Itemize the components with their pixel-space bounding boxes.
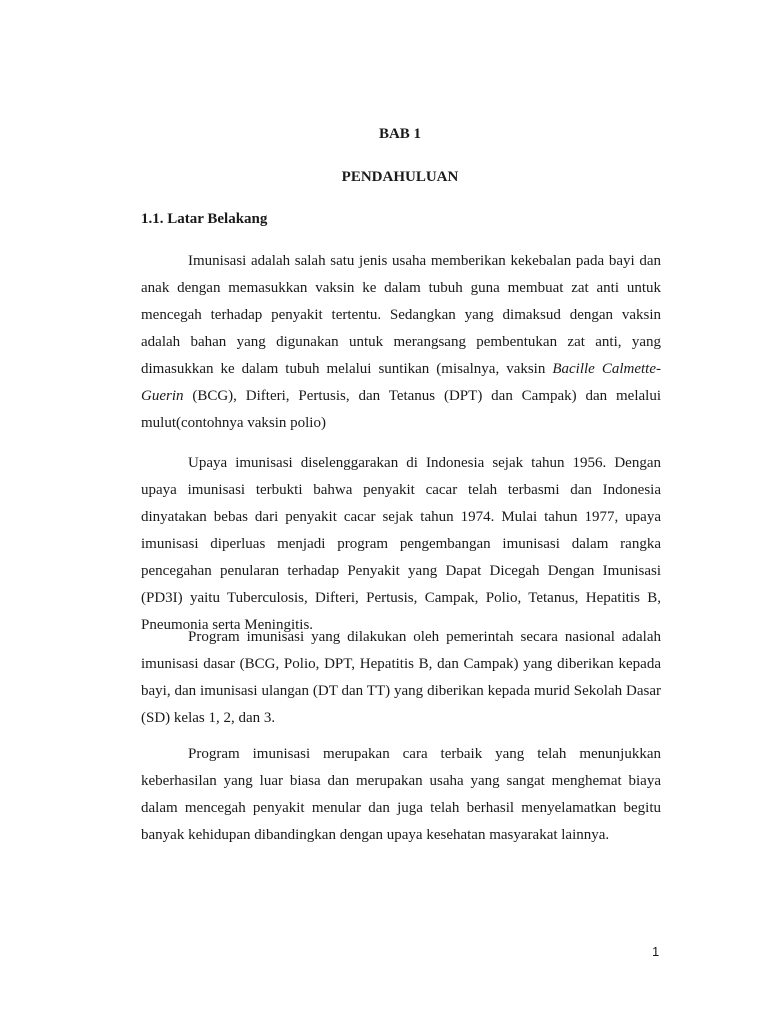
section-heading: 1.1. Latar Belakang	[141, 211, 268, 227]
paragraph-1	[141, 248, 661, 437]
paragraph-2-text: Upaya imunisasi diselenggarakan di Indonesia sejak tahun 1956. Dengan upaya imunisasi terbukti bahwa penyakit cacar telah terbasmi dan Indonesia dinyatakan bebas dari penyakit cacar sejak tahun 1974. Mulai tahun 1977, upaya imunisasi diperluas menjadi program pengembangan imunisasi dalam rangka pencegahan penularan terhadap Penyakit yang Dapat Dicegah Dengan Imunisasi (PD3I) yaitu Tuberculosis, Difteri, Pertusis, Campak, Polio, Tetanus, Hepatitis B, Pneumonia serta Meningitis.	[141, 455, 661, 633]
chapter-title: PENDAHULUAN	[341, 169, 459, 185]
paragraph-1-text-start: Imunisasi adalah salah satu jenis usaha memberikan kekebalan pada bayi dan anak dengan memasukkan vaksin ke dalam tubuh guna membuat zat anti untuk mencegah terhadap penyakit tertentu. Sedangkan yang dimaksud dengan vaksin adalah bahan yang digunakan untuk merangsang pembentukan zat anti, yang dimasukkan ke dalam tubuh melalui suntikan (misalnya, vaksin	[141, 253, 661, 377]
paragraph-1-text-end: (BCG), Difteri, Pertusis, dan Tetanus (DPT) dan Campak) dan melalui mulut(contohnya vaksin polio)	[141, 388, 661, 431]
paragraph-1-italic-term: Bacille Calmette-Guerin	[141, 361, 661, 404]
paragraph-4	[141, 741, 661, 849]
paragraph-4-text: Program imunisasi merupakan cara terbaik yang telah menunjukkan keberhasilan yang luar biasa dan merupakan usaha yang sangat menghemat biaya dalam mencegah penyakit menular dan juga telah berhasil menyelamatkan begitu banyak kehidupan dibandingkan dengan upaya kesehatan masyarakat lainnya.	[141, 746, 661, 843]
page-number: 1	[652, 944, 660, 959]
paragraph-3-text: Program imunisasi yang dilakukan oleh pemerintah secara nasional adalah imunisasi dasar (BCG, Polio, DPT, Hepatitis B, dan Campak) yang diberikan kepada bayi, dan imunisasi ulangan (DT dan TT) yang diberikan kepada murid Sekolah Dasar (SD) kelas 1, 2, dan 3.	[141, 629, 661, 726]
paragraph-2	[141, 450, 661, 639]
chapter-label: BAB 1	[378, 126, 422, 142]
paragraph-3	[141, 624, 661, 732]
